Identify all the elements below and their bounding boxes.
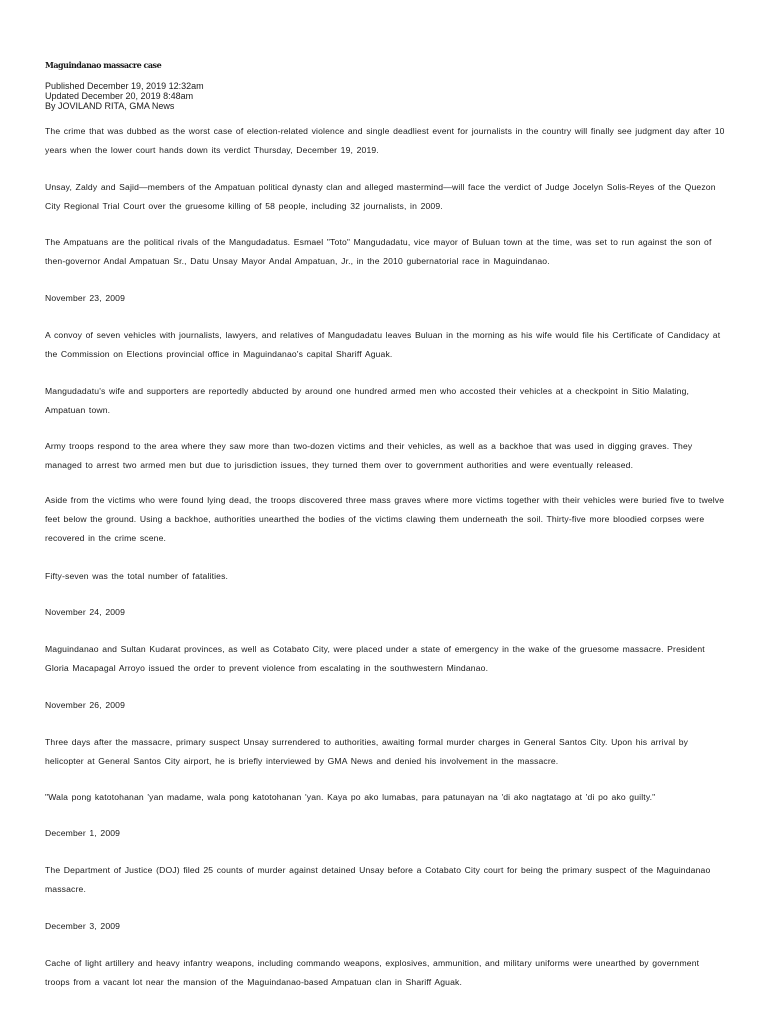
- paragraph: Army troops respond to the area where they saw more than two-dozen victims and their vehicles, as well as a backhoe that was used in digging graves. They managed to arrest two armed men but due to jurisdiction issues, they turned them over to government authorities and were eventually released.: [45, 441, 693, 470]
- updated-date: Updated December 20, 2019 8:48am: [45, 91, 194, 101]
- paragraph: Cache of light artillery and heavy infantry weapons, including commando weapons, explosives, ammunition, and military uniforms were unearthed by government troops from a vacant lot near the mansion of the Maguindanao-based Ampatuan clan in Shariff Aguak.: [45, 958, 700, 987]
- paragraph: The Department of Justice (DOJ) filed 25 counts of murder against detained Unsay before a Cotabato City court for being the primary suspect of the Maguindanao massacre.: [45, 865, 711, 894]
- quote: "Wala pong katotohanan 'yan madame, wala pong katotohanan 'yan. Kaya po ako lumabas, para patunayan na 'di ako nagtatago at 'di po ako guilty.": [45, 792, 656, 802]
- paragraph: The crime that was dubbed as the worst case of election-related violence and single deadliest event for journalists in the country will finally see judgment day after 10 years when the lower court hands down its verdict Thursday, December 19, 2019.: [45, 126, 725, 155]
- timeline-date: December 3, 2009: [45, 921, 121, 931]
- paragraph: Maguindanao and Sultan Kudarat provinces, as well as Cotabato City, were placed under a state of emergency in the wake of the gruesome massacre. President Gloria Macapagal Arroyo issued the order to prevent violence from escalating in the southwestern Mindanao.: [45, 644, 705, 673]
- paragraph: Aside from the victims who were found lying dead, the troops discovered three mass graves where more victims together with their vehicles were buried five to twelve feet below the ground. Using a backhoe, authorities unearthed the bodies of the victims clawing them underneath the soil. Thirty-five more bloodied corpses were recovered in the crime scene.: [45, 495, 725, 543]
- paragraph: The Ampatuans are the political rivals of the Mangudadatus. Esmael "Toto" Mangudadatu, vice mayor of Buluan town at the time, was set to run against the son of then-governor Andal Ampatuan Sr., Datu Unsay Mayor Andal Ampatuan, Jr., in the 2010 gubernatorial race in Maguindanao.: [45, 237, 712, 266]
- paragraph: A convoy of seven vehicles with journalists, lawyers, and relatives of Mangudadatu leaves Buluan in the morning as his wife would file his Certificate of Candidacy at the Commission on Elections provincial office in Maguindanao's capital Shariff Aguak.: [45, 330, 721, 359]
- paragraph: Fifty-seven was the total number of fatalities.: [45, 571, 229, 581]
- published-date: Published December 19, 2019 12:32am: [45, 81, 204, 91]
- article: [45, 60, 725, 987]
- byline: By JOVILAND RITA, GMA News: [45, 101, 175, 111]
- timeline-date: November 23, 2009: [45, 293, 126, 303]
- paragraph: Mangudadatu's wife and supporters are reportedly abducted by around one hundred armed men who accosted their vehicles at a checkpoint in Sitio Malating, Ampatuan town.: [45, 386, 690, 415]
- paragraph: Three days after the massacre, primary suspect Unsay surrendered to authorities, awaiting formal murder charges in General Santos City. Upon his arrival by helicopter at General Santos City airport, he is briefly interviewed by GMA News and denied his involvement in the massacre.: [45, 737, 689, 766]
- article-title: Maguindanao massacre case: [45, 60, 162, 70]
- paragraph: Unsay, Zaldy and Sajid—members of the Ampatuan political dynasty clan and alleged mastermind—will face the verdict of Judge Jocelyn Solis-Reyes of the Quezon City Regional Trial Court over the gruesome killing of 58 people, including 32 journalists, in 2009.: [45, 182, 716, 211]
- timeline-date: December 1, 2009: [45, 828, 121, 838]
- timeline-date: November 26, 2009: [45, 700, 126, 710]
- article-meta: [45, 81, 725, 111]
- timeline-date: November 24, 2009: [45, 607, 126, 617]
